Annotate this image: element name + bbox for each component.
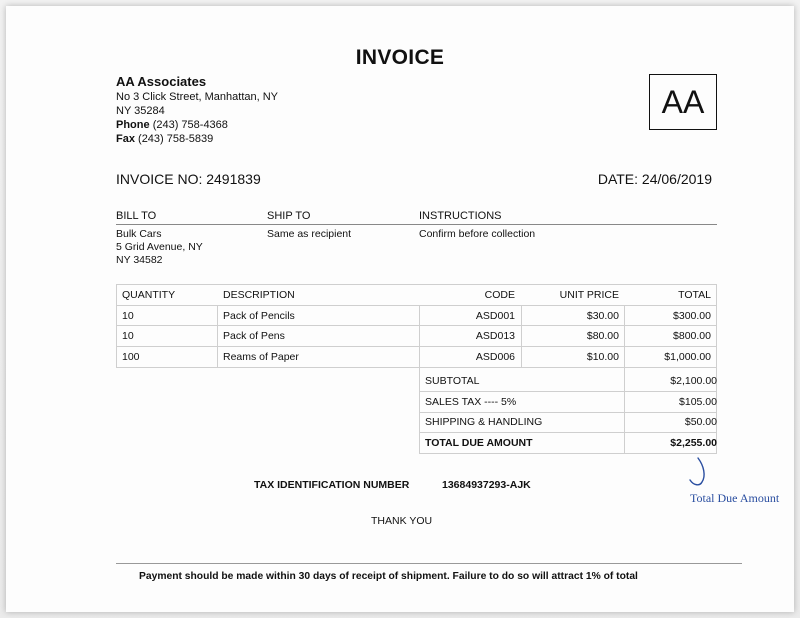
summary-label: SHIPPING & HANDLING (425, 416, 543, 428)
summary-value: $105.00 (679, 396, 717, 408)
table-border (116, 284, 117, 367)
row-total: $300.00 (673, 310, 711, 322)
table-border (716, 284, 717, 367)
row-total: $800.00 (673, 330, 711, 342)
invoice-number: INVOICE NO: 2491839 (116, 171, 261, 187)
row-description: Reams of Paper (223, 351, 299, 363)
header-description: DESCRIPTION (223, 289, 295, 301)
table-border (419, 412, 717, 413)
company-address-line1: No 3 Click Street, Manhattan, NY (116, 91, 279, 103)
company-phone (116, 119, 228, 131)
header-code: CODE (484, 289, 515, 301)
summary-value: $2,100.00 (670, 375, 717, 387)
table-border (624, 305, 625, 367)
summary-value: $50.00 (684, 416, 717, 428)
instructions-value: Confirm before collection (419, 228, 536, 240)
annotation-stroke (690, 458, 704, 485)
footer-divider (116, 563, 742, 564)
table-border (217, 305, 218, 367)
table-border (521, 305, 522, 367)
logo-text: AA (661, 83, 705, 120)
bill-to-label: BILL TO (116, 210, 157, 222)
parties-divider (116, 224, 717, 225)
summary-label: SALES TAX ---- 5% (425, 396, 517, 408)
table-border (116, 325, 717, 326)
fax-number: (243) 758-5839 (138, 133, 214, 145)
summary-label: SUBTOTAL (425, 375, 480, 387)
table-border (419, 367, 420, 454)
company-name: AA Associates (116, 74, 207, 89)
fax-label: Fax (116, 133, 135, 145)
company-address-line2: NY 35284 (116, 105, 165, 117)
tax-id-value: 13684937293-AJK (442, 479, 531, 491)
phone-number: (243) 758-4368 (152, 119, 228, 131)
row-unit-price: $10.00 (586, 351, 619, 363)
row-total: $1,000.00 (664, 351, 711, 363)
header-quantity: QUANTITY (122, 289, 176, 301)
thank-you: THANK YOU (371, 515, 433, 527)
total-due-value: $2,255.00 (670, 437, 717, 449)
row-description: Pack of Pens (223, 330, 285, 342)
table-border (116, 284, 717, 285)
row-quantity: 100 (122, 351, 140, 363)
ship-to-value: Same as recipient (267, 228, 352, 240)
invoice-date: DATE: 24/06/2019 (597, 171, 712, 187)
instructions-label: INSTRUCTIONS (419, 210, 502, 222)
table-border (624, 367, 625, 454)
bill-to-line: 5 Grid Avenue, NY (116, 241, 203, 253)
row-unit-price: $30.00 (586, 310, 619, 322)
annotation-total-due: Total Due Amount (690, 491, 780, 505)
table-border (419, 391, 717, 392)
bill-to-line: Bulk Cars (116, 228, 162, 240)
invoice-title: INVOICE (355, 46, 445, 69)
header-unit-price: UNIT PRICE (559, 289, 619, 301)
row-code: ASD001 (475, 310, 515, 322)
header-total: TOTAL (678, 289, 711, 301)
row-quantity: 10 (122, 310, 134, 322)
ship-to-label: SHIP TO (267, 210, 311, 222)
row-quantity: 10 (122, 330, 134, 342)
table-border (419, 432, 717, 433)
tax-id-label: TAX IDENTIFICATION NUMBER (254, 479, 410, 491)
phone-label: Phone (116, 119, 150, 131)
table-border (116, 346, 717, 347)
bill-to-line: NY 34582 (116, 254, 163, 266)
row-description: Pack of Pencils (223, 310, 295, 322)
company-logo (649, 74, 717, 130)
row-unit-price: $80.00 (586, 330, 619, 342)
annotation-arrow (660, 452, 790, 492)
table-border (116, 367, 717, 368)
company-fax (116, 133, 213, 145)
payment-terms: Payment should be made within 30 days of receipt of shipment. Failure to do so will attract 1% of total (139, 571, 638, 582)
total-due-label: TOTAL DUE AMOUNT (425, 437, 533, 449)
row-code: ASD013 (475, 330, 515, 342)
table-border (116, 305, 717, 306)
table-border (419, 305, 420, 367)
row-code: ASD006 (475, 351, 515, 363)
